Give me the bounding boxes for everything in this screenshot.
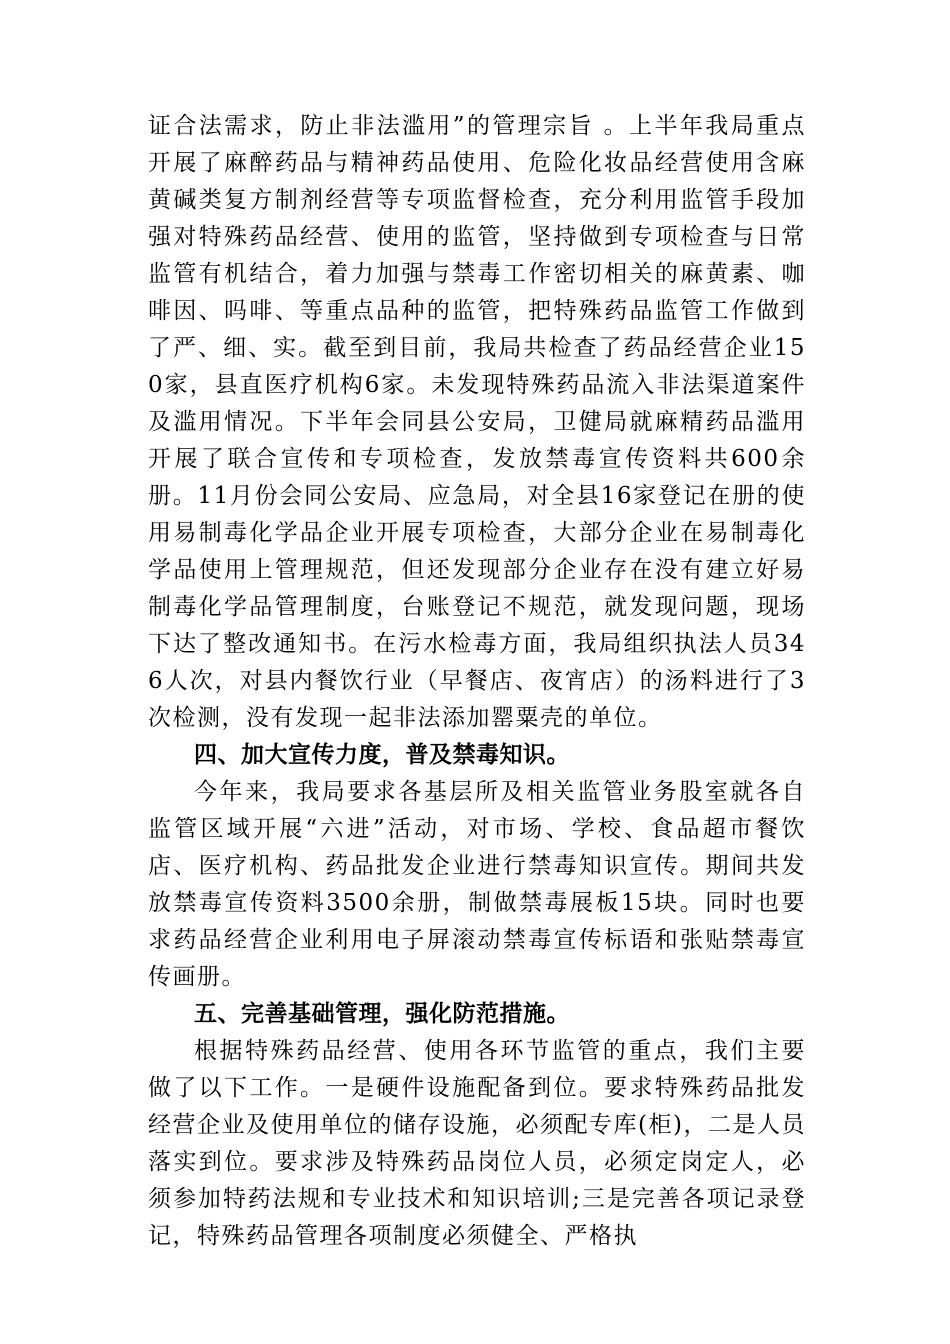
body-paragraph-propaganda: 今年来，我局要求各基层所及相关监管业务股室就各自监管区域开展“六进”活动，对市场、学校、食品超市餐饮店、医疗机构、药品批发企业进行禁毒知识宣传。期间共发放禁毒宣传资料3500余册，制做禁毒展板15块。同时也要求药品经营企业利用电子屏滚动禁毒宣传标语和张贴禁毒宣传画册。 — [148, 779, 806, 990]
section-heading-5: 五、完善基础管理，强化防范措施。 — [194, 1001, 570, 1027]
body-paragraph-management: 根据特殊药品经营、使用各环节监管的重点，我们主要做了以下工作。一是硬件设施配备到位。要求特殊药品批发经营企业及使用单位的储存设施，必须配专库(柜)，二是人员落实到位。要求涉及特殊药品岗位人员，必须定岗定人，必须参加特药法规和专业技术和知识培训;三是完善各项记录登记，特殊药品管理各项制度必须健全、严格执 — [148, 1038, 806, 1249]
section-heading-4: 四、加大宣传力度，普及禁毒知识。 — [194, 742, 570, 768]
document-page — [148, 108, 806, 1255]
body-paragraph-continued: 证合法需求，防止非法滥用”的管理宗旨 。上半年我局重点开展了麻醉药品与精神药品使用、危险化妆品经营使用含麻黄碱类复方制剂经营等专项监督检查，充分利用监管手段加强对特殊药品经营、使用的监管，坚持做到专项检查与日常监管有机结合，着力加强与禁毒工作密切相关的麻黄素、咖啡因、吗啡、等重点品种的监管，把特殊药品监管工作做到了严、细、实。截至到目前，我局共检查了药品经营企业150家，县直医疗机构6家。未发现特殊药品流入非法渠道案件及滥用情况。下半年会同县公安局，卫健局就麻精药品滥用开展了联合宣传和专项检查，发放禁毒宣传资料共600余册。11月份会同公安局、应急局，对全县16家登记在册的使用易制毒化学品企业开展专项检查，大部分企业在易制毒化学品使用上管理规范，但还发现部分企业存在没有建立好易制毒化学品管理制度，台账登记不规范，就发现问题，现场下达了整改通知书。在污水检毒方面，我局组织执法人员346人次，对县内餐饮行业（早餐店、夜宵店）的汤料进行了3次检测，没有发现一起非法添加罂粟壳的单位。 — [148, 113, 806, 731]
